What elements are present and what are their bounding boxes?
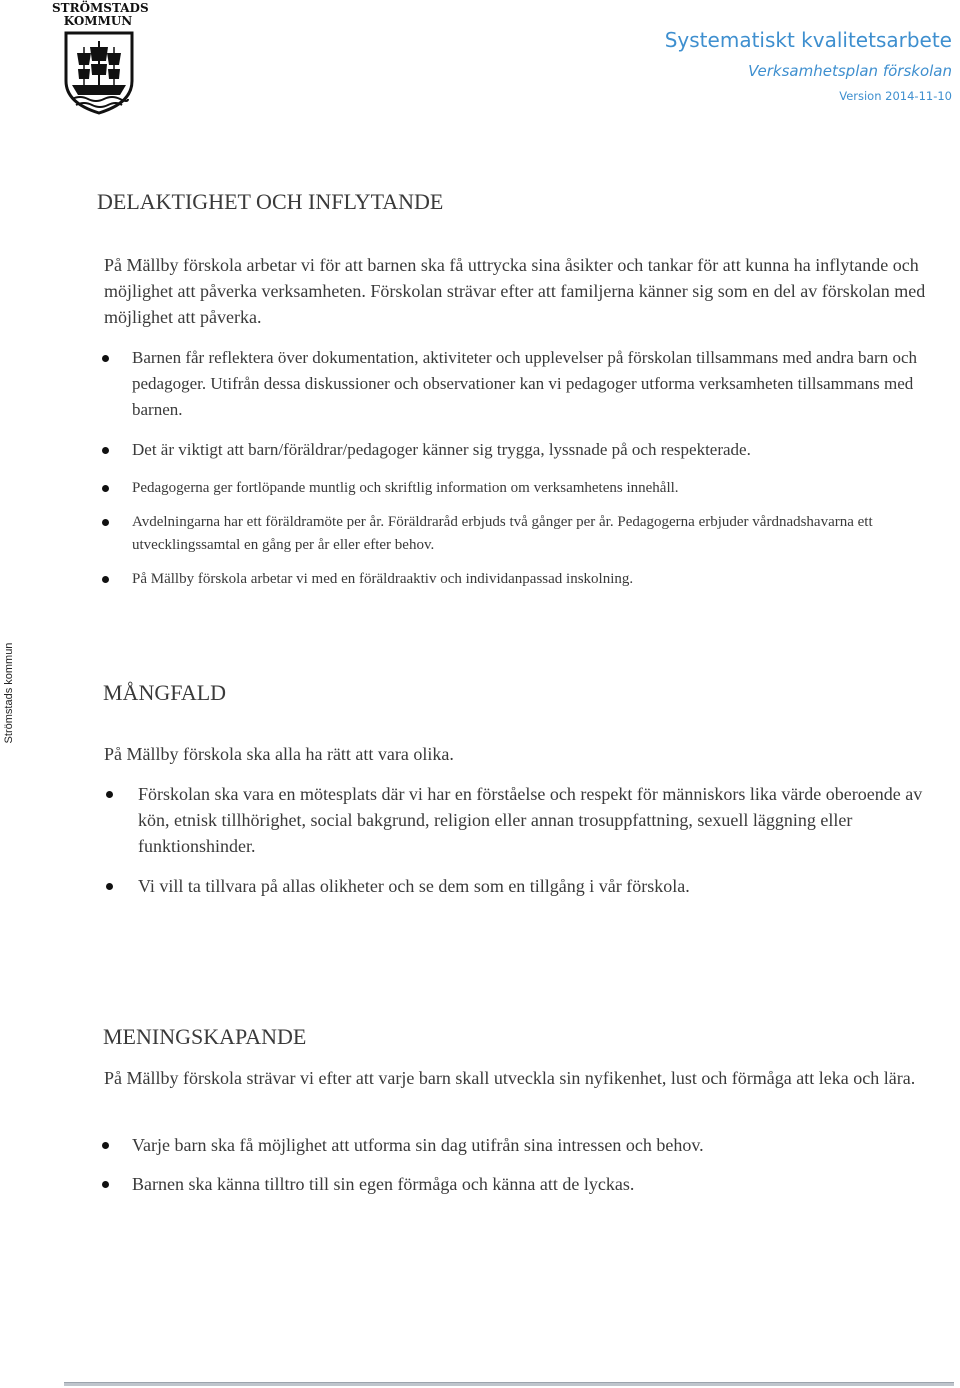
list-item (132, 437, 932, 463)
list-item (132, 477, 932, 500)
bullet-icon (102, 519, 109, 526)
bullet-list-delaktighet (132, 345, 932, 591)
section-intro-delaktighet: På Mällby förskola arbetar vi för att barnen ska få uttrycka sina åsikter och tankar för att kunna ha inflytande och möjlighet att påverka verksamheten. Förskolan strävar efter att familjerna känner sig som en del av förskolan med möjlighet att påverka. (104, 255, 926, 327)
bullet-icon (106, 883, 113, 890)
logo-text-line2: KOMMUN (63, 14, 133, 28)
list-item (138, 781, 953, 859)
municipality-logo (52, 1, 149, 115)
section-intro-meningskapande: På Mällby förskola strävar vi efter att varje barn skall utveckla sin nyfikenhet, lust och förmåga att leka och lära. (104, 1068, 916, 1088)
bullet-icon (106, 791, 113, 798)
list-item-text: Det är viktigt att barn/föräldrar/pedagoger känner sig trygga, lyssnade på och respekterade. (132, 440, 751, 459)
list-item-text: Vi vill ta tillvara på allas olikheter och se dem som en tillgång i vår förskola. (138, 876, 690, 896)
list-item (138, 873, 953, 899)
list-item (132, 345, 932, 423)
bullet-icon (102, 1181, 109, 1188)
ship-emblem-icon (62, 31, 136, 115)
section-heading-meningskapande: MENINGSKAPANDE (103, 1024, 307, 1049)
bullet-icon (102, 576, 109, 583)
bullet-icon (102, 447, 109, 454)
list-item (132, 1171, 932, 1197)
section-intro-mangfald: På Mällby förskola ska alla ha rätt att vara olika. (104, 744, 454, 764)
header-version: Version 2014-11-10 (839, 89, 952, 103)
bullet-icon (102, 355, 109, 362)
list-item (132, 511, 932, 557)
bullet-icon (102, 485, 109, 492)
list-item (132, 568, 932, 591)
section-heading-mangfald: MÅNGFALD (103, 680, 227, 705)
logo-text-line1: STRÖMSTADS (52, 1, 149, 15)
list-item-text: Avdelningarna har ett föräldramöte per år. Föräldraråd erbjuds två gånger per år. Pedagogerna erbjuder vårdnadshavarna ett utvecklingssamtal en gång per år eller efter behov. (132, 514, 873, 553)
bullet-list-meningskapande (132, 1132, 932, 1197)
bullet-icon (102, 1142, 109, 1149)
sidebar-text: Strömstads kommun (3, 642, 15, 744)
list-item-text: Barnen får reflektera över dokumentation, aktiviteter och upplevelser på förskolan tillsammans med andra barn och pedagoger. Utifrån dessa diskussioner och observationer kan vi pedagoger utforma verksamheten tillsammans med barnen. (132, 348, 918, 419)
header-subtitle: Verksamhetsplan förskolan (748, 62, 952, 80)
list-item-text: På Mällby förskola arbetar vi med en föräldraaktiv och individanpassad inskolning. (132, 571, 634, 587)
header-title: Systematiskt kvalitetsarbete (664, 28, 952, 52)
list-item-text: Pedagogerna ger fortlöpande muntlig och skriftlig information om verksamhetens innehåll. (132, 480, 679, 496)
page-header (665, 26, 952, 104)
section-heading-delaktighet: DELAKTIGHET OCH INFLYTANDE (97, 189, 444, 214)
list-item (132, 1132, 932, 1158)
list-item-text: Förskolan ska vara en mötesplats där vi har en förståelse och respekt för människors lika värde oberoende av kön, etnisk tillhörighet, social bakgrund, religion eller annan trosuppfattning, sexuell läggning eller funktionshinder. (138, 784, 923, 856)
sidebar-label (2, 642, 16, 744)
footer-divider (64, 1382, 954, 1386)
bullet-list-mangfald (138, 781, 953, 899)
list-item-text: Barnen ska känna tilltro till sin egen förmåga och känna att de lyckas. (132, 1174, 635, 1194)
list-item-text: Varje barn ska få möjlighet att utforma sin dag utifrån sina intressen och behov. (132, 1135, 704, 1155)
